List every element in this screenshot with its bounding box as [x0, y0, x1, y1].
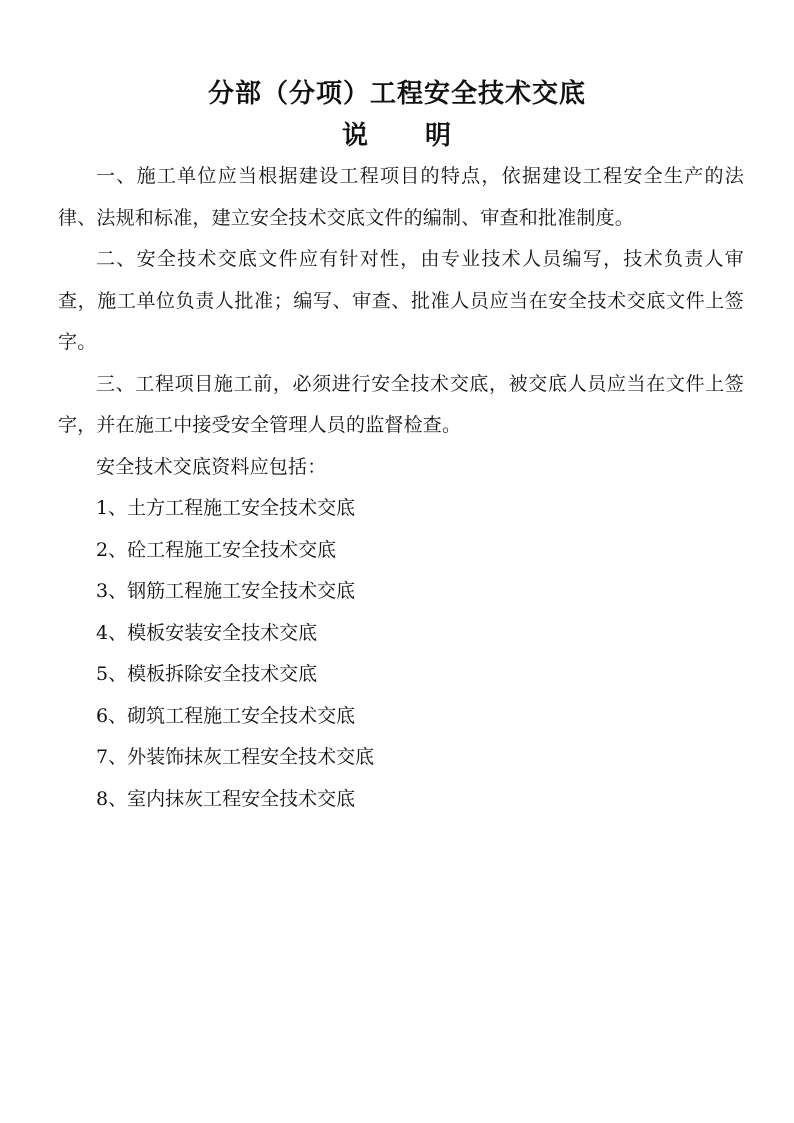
disclosure-list: [58, 488, 744, 820]
paragraph-1: 一、施工单位应当根据建设工程项目的特点，依据建设工程安全生产的法律、法规和标准，建立安全技术交底文件的编制、审查和批准制度。: [58, 165, 744, 229]
list-item: 6、砌筑工程施工安全技术交底: [96, 704, 356, 727]
subtitle-char-1: 说: [341, 121, 369, 151]
list-item: 4、模板安装安全技术交底: [96, 621, 318, 644]
list-intro: 安全技术交底资料应包括：: [96, 455, 327, 478]
document-title: 分部（分项）工程安全技术交底: [207, 79, 586, 109]
list-item: 1、土方工程施工安全技术交底: [96, 497, 356, 519]
list-item: 5、模板拆除安全技术交底: [96, 663, 318, 685]
list-item: 8、室内抹灰工程安全技术交底: [96, 787, 356, 810]
list-item: 2、砼工程施工安全技术交底: [96, 538, 337, 561]
list-item: 3、钢筋工程施工安全技术交底: [96, 580, 356, 602]
paragraph-3: 三、工程项目施工前，必须进行安全技术交底，被交底人员应当在文件上签字，并在施工中接受安全管理人员的监督检查。: [58, 372, 744, 436]
paragraph-2: 二、安全技术交底文件应有针对性，由专业技术人员编写，技术负责人审查，施工单位负责人批准；编写、审查、批准人员应当在安全技术交底文件上签字。: [58, 248, 744, 353]
subtitle-char-2: 明: [425, 121, 453, 151]
document-body: [58, 156, 744, 820]
list-item: 7、外装饰抹灰工程安全技术交底: [96, 746, 375, 768]
document-subtitle: [0, 116, 794, 156]
